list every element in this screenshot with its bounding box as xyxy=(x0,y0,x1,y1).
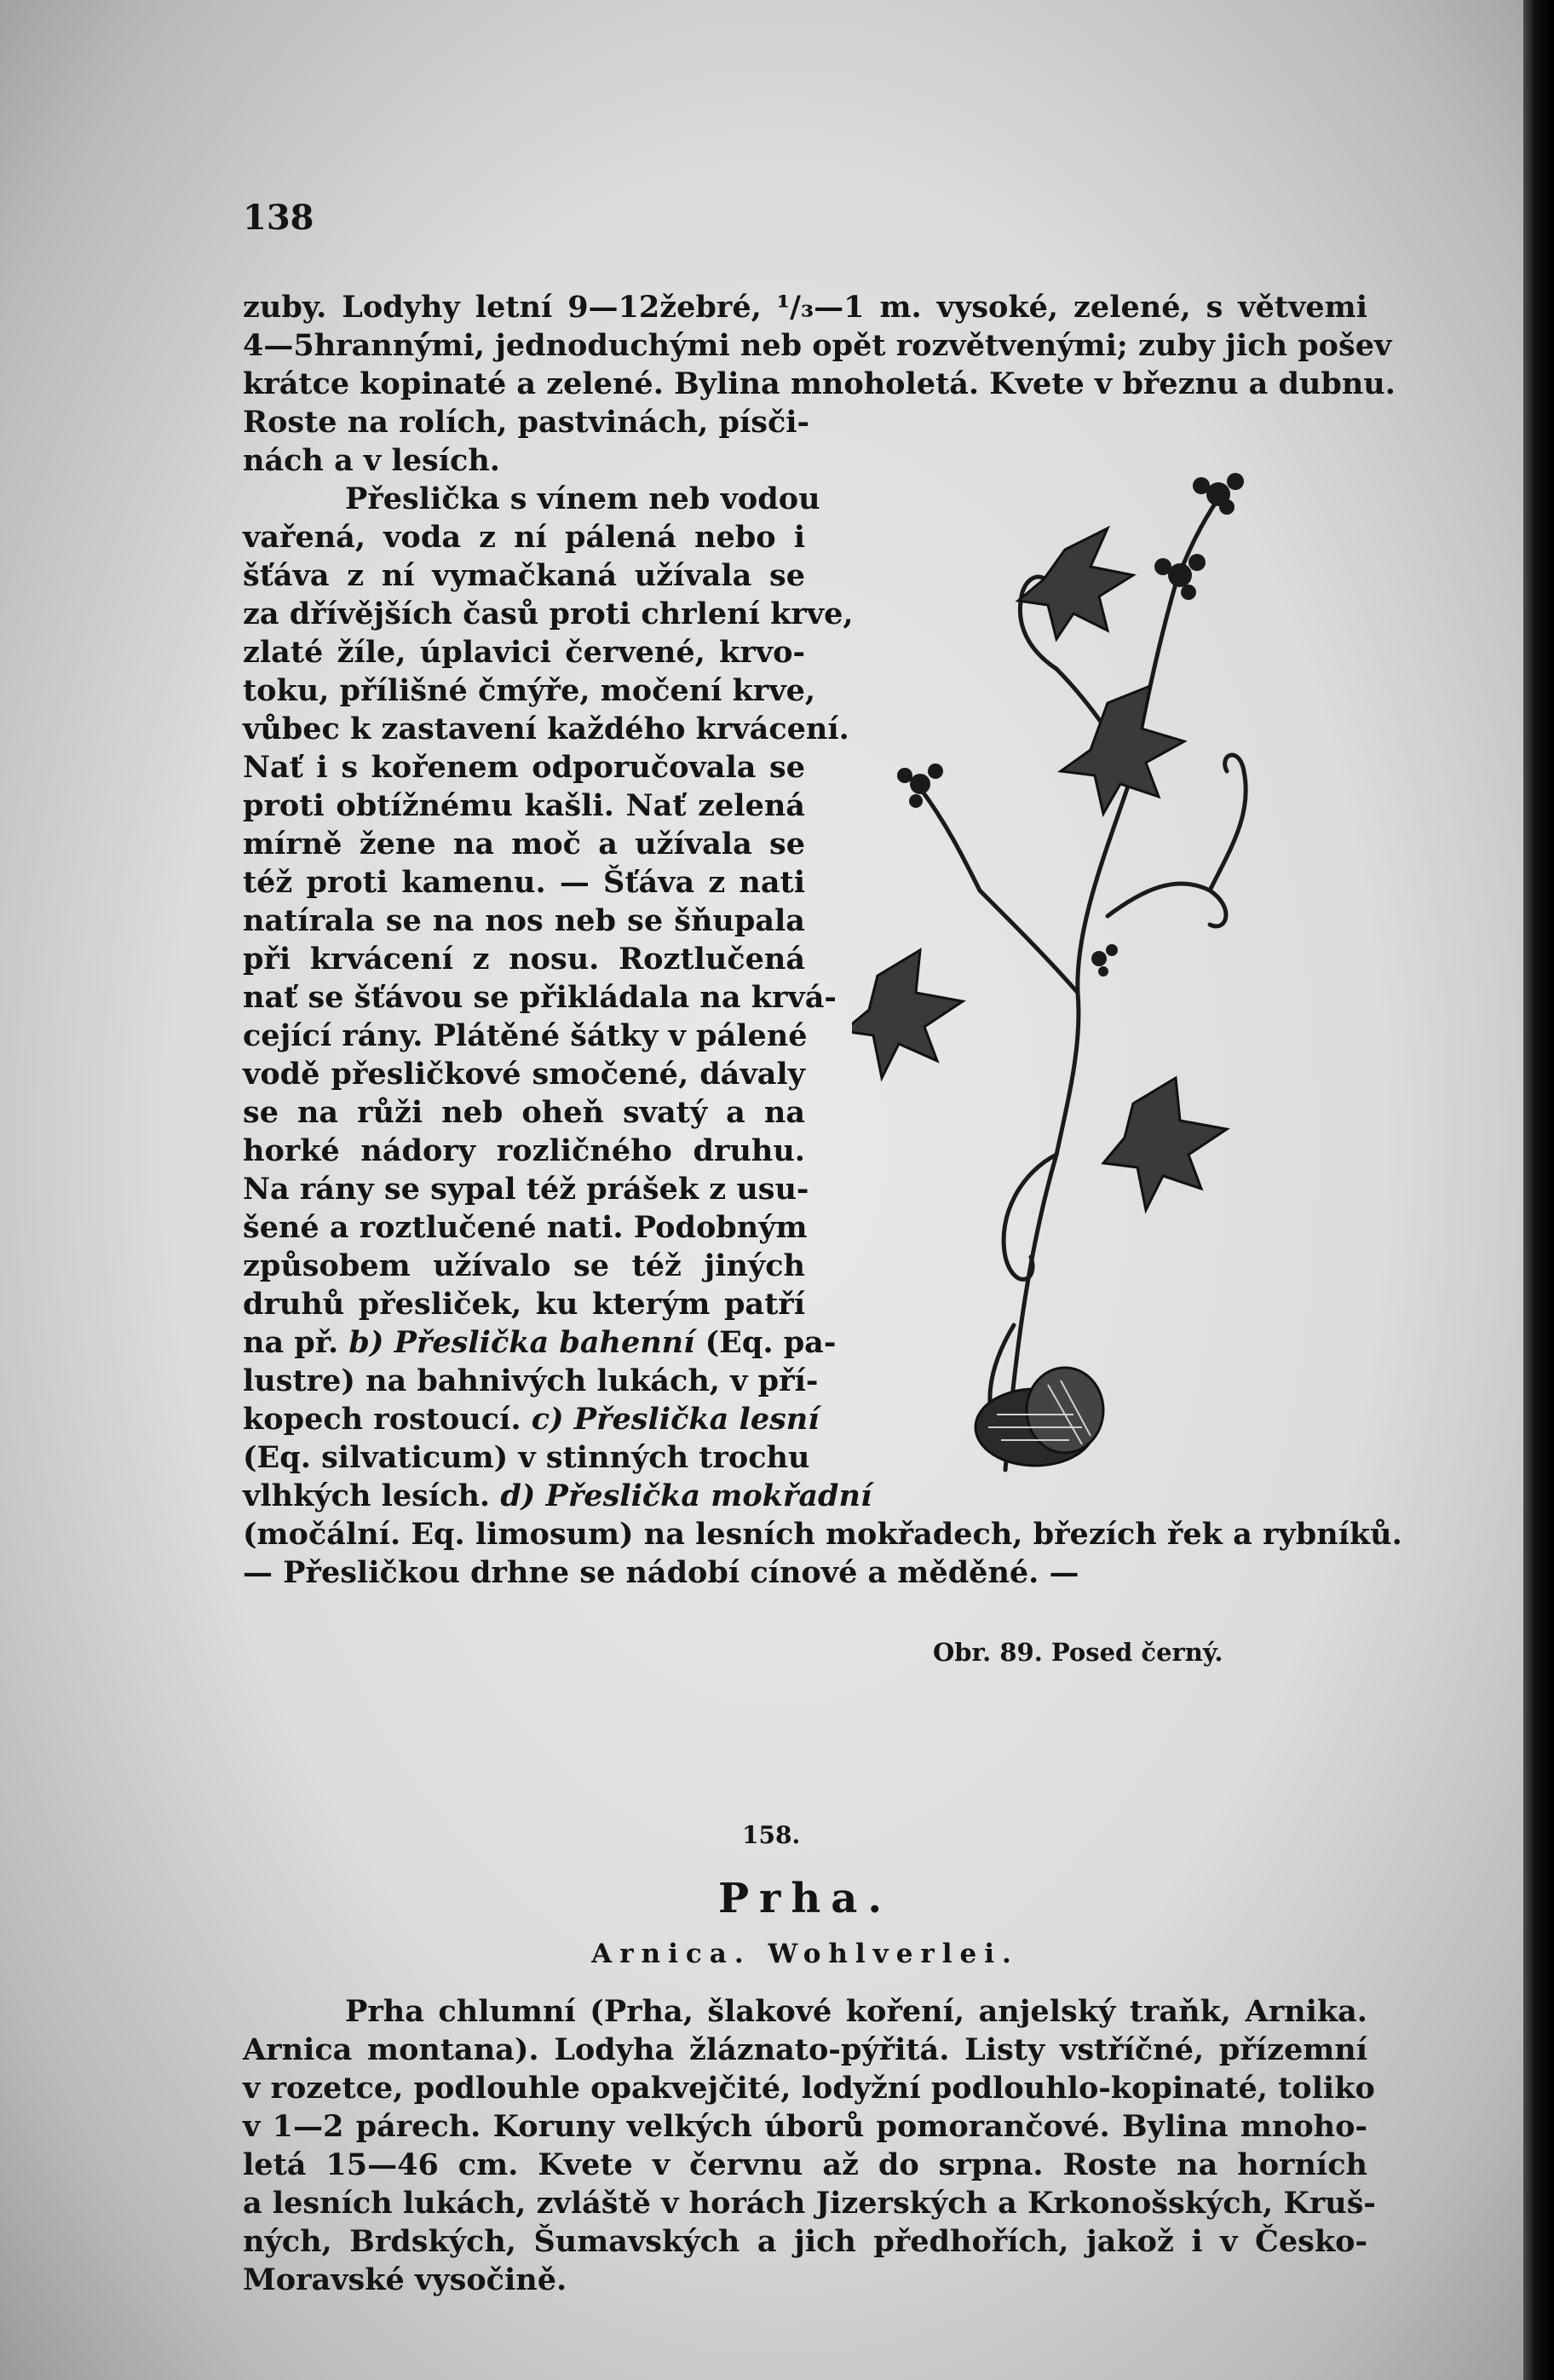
text-line: Prha chlumní (Prha, šlakové koření, anjelský traňk, Arnika. xyxy=(345,1994,1367,2029)
text-line: způsobem užívalo se též jiných xyxy=(243,1248,805,1283)
text-line-species-b: na př. b) Přeslička bahenní (Eq. pa- xyxy=(243,1325,837,1360)
text-line: vařená, voda z ní pálená nebo i xyxy=(243,520,805,555)
text-line: Přeslička s vínem neb vodou xyxy=(345,481,820,516)
section-number: 158. xyxy=(742,1821,801,1849)
text-line: v 1—2 párech. Koruny velkých úborů pomorančové. Bylina mnoho- xyxy=(243,2109,1367,2144)
text-line: Na rány se sypal též prášek z usu- xyxy=(243,1172,809,1207)
text-line: Roste na rolích, pastvinách, písči- xyxy=(243,405,810,440)
text-line: při krvácení z nosu. Roztlučená xyxy=(243,942,805,977)
species-name: Přeslička lesní xyxy=(573,1402,820,1437)
text-line: nách a v lesích. xyxy=(243,443,500,478)
text-line: a lesních lukách, zvláště v horách Jizerských a Krkonošských, Kruš- xyxy=(243,2186,1376,2221)
figure-caption: Obr. 89. Posed černý. xyxy=(933,1638,1223,1667)
page-number: 138 xyxy=(243,198,314,238)
text-line: zuby. Lodyhy letní 9—12žebré, ¹/₃—1 m. vysoké, zelené, s větvemi xyxy=(243,290,1367,325)
species-name: Přeslička bahenní xyxy=(394,1325,695,1360)
species-label: d) xyxy=(500,1478,536,1513)
text-line: šené a roztlučené nati. Podobným xyxy=(243,1210,808,1245)
text-line: lustre) na bahnivých lukách, v pří- xyxy=(243,1363,819,1398)
species-label: b) xyxy=(348,1325,384,1360)
section-title: Prha. xyxy=(717,1875,893,1922)
text-line: proti obtížnému kašli. Nať zelená xyxy=(243,788,805,823)
species-label: c) xyxy=(531,1402,564,1437)
section-latin-name: Arnica. Wohlverlei. xyxy=(591,1939,1019,1969)
page-edge-shadow xyxy=(1523,0,1554,2380)
text-line-species-c: kopech rostoucí. c) Přeslička lesní xyxy=(243,1402,820,1437)
text-line: (močální. Eq. limosum) na lesních mokřadech, březích řek a rybníků. xyxy=(243,1517,1402,1552)
text-line: 4—5hranný́mi, jednoduchými neb opět rozvětvenými; zuby jich pošev xyxy=(243,328,1392,363)
text-line: toku, přílišné čmýře, močení krve, xyxy=(243,673,816,708)
plant-illustration xyxy=(852,447,1269,1632)
text-line: natírala se na nos neb se šňupala xyxy=(243,903,805,938)
text-line: se na růži neb oheň svatý a na xyxy=(243,1095,805,1130)
text-line: zlaté žíle, úplavici červené, krvo- xyxy=(243,635,805,670)
text-line-species-d: vlhkých lesích. d) Přeslička mokřadní xyxy=(243,1478,872,1513)
text-line: — Přesličkou drhne se nádobí cínové a měděné. — xyxy=(243,1555,1079,1590)
text-line: ných, Brdských, Šumavských a jich předhořích, jakož i v Česko- xyxy=(243,2224,1367,2259)
text-line: krátce kopinaté a zelené. Bylina mnoholetá. Kvete v březnu a dubnu. xyxy=(243,366,1396,401)
text-line: letá 15—46 cm. Kvete v červnu až do srpna. Roste na horních xyxy=(243,2147,1367,2182)
book-page xyxy=(243,187,1402,2297)
text-line: mírně žene na moč a užívala se xyxy=(243,827,805,862)
text-line: Arnica montana). Lodyha žláznato-pýřitá. Listy vstříčné, přízemní xyxy=(243,2032,1367,2067)
text-line: vodě přesličkové smočené, dávaly xyxy=(243,1057,805,1092)
text-line: Nať i s kořenem odporučovala se xyxy=(243,750,805,785)
text-line: druhů přesliček, ku kterým patří xyxy=(243,1287,805,1322)
text-line: cející rány. Plátěné šátky v pálené xyxy=(243,1018,808,1053)
text-line: horké nádory rozličného druhu. xyxy=(243,1133,805,1168)
text-line: šťáva z ní vymačkaná užívala se xyxy=(243,558,805,593)
text-line: za dřívějších časů proti chrlení krve, xyxy=(243,596,854,631)
text-line: též proti kamenu. — Šťáva z nati xyxy=(243,865,805,900)
text-line: Moravské vysočině. xyxy=(243,2262,567,2297)
text-line: vůbec k zastavení každého krvácení. xyxy=(243,712,849,746)
text-line: v rozetce, podlouhle opakvejčité, lodyžní podlouhlo-kopinaté, toliko xyxy=(243,2071,1375,2106)
text-line: (Eq. silvaticum) v stinných trochu xyxy=(243,1440,810,1475)
species-name: Přeslička mokřadní xyxy=(545,1478,872,1513)
text-line: nať se šťávou se přikládala na krvá- xyxy=(243,980,837,1015)
